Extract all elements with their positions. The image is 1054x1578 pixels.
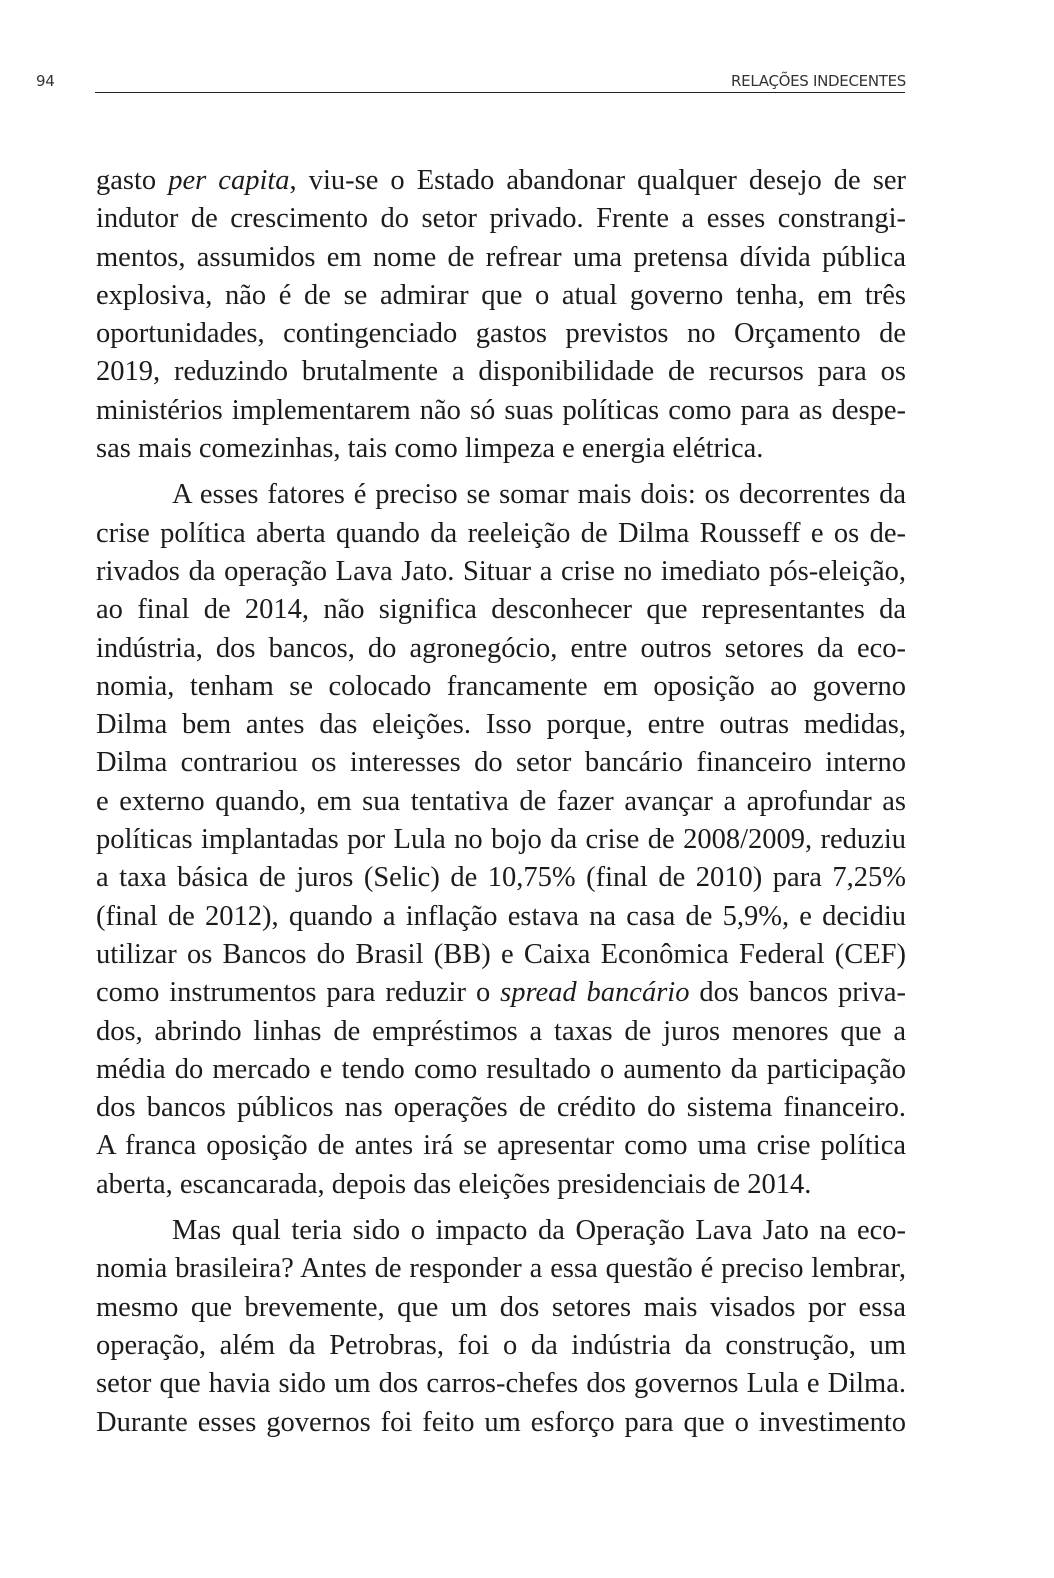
text-line (96, 476, 906, 514)
body-text (96, 162, 906, 1442)
text-line (96, 277, 906, 315)
text-segment: indústria, dos bancos, do agronegócio, entre outros setores da eco- (96, 632, 906, 664)
text-segment: A franca oposição de antes irá se apresentar como uma crise política (96, 1130, 906, 1162)
text-segment: ministérios implementarem não só suas políticas como para as despe- (96, 394, 906, 426)
text-line (96, 630, 906, 668)
paragraph (96, 1212, 906, 1442)
text-segment: A esses fatores é preciso se somar mais dois: os decorrentes da (172, 479, 906, 511)
text-line (96, 553, 906, 591)
text-segment: a taxa básica de juros (Selic) de 10,75% (final de 2010) para 7,25% (96, 862, 906, 894)
text-segment: como instrumentos para reduzir o (96, 977, 501, 1009)
text-line (96, 591, 906, 629)
text-line (96, 1250, 906, 1288)
text-line (96, 898, 906, 936)
text-segment: crise política aberta quando da reeleição de Dilma Rousseff e os de- (96, 517, 906, 549)
text-line (96, 974, 906, 1012)
text-line (96, 668, 906, 706)
text-segment: e externo quando, em sua tentativa de fazer avançar a aprofundar as (96, 785, 906, 817)
text-segment: políticas implantadas por Lula no bojo da crise de 2008/2009, reduziu (96, 824, 906, 856)
text-segment: sas mais comezinhas, tais como limpeza e energia elétrica. (96, 433, 764, 465)
paragraph-gap (96, 1204, 906, 1212)
paragraph (96, 476, 906, 1204)
text-segment: , viu-se o Estado abandonar qualquer desejo de ser (289, 165, 906, 196)
text-line (96, 1127, 906, 1165)
text-segment: mesmo que brevemente, que um dos setores mais visados por essa (96, 1291, 906, 1323)
text-segment: Dilma bem antes das eleições. Isso porque, entre outras medidas, (96, 709, 906, 741)
running-head (0, 68, 1054, 98)
text-line (96, 392, 906, 430)
page-number: 94 (36, 72, 55, 90)
text-segment: nomia, tenham se colocado francamente em oposição ao governo (96, 670, 906, 702)
text-segment: mentos, assumidos em nome de refrear uma pretensa dívida pública (96, 241, 906, 273)
text-segment: aberta, escancarada, depois das eleições presidenciais de 2014. (96, 1168, 812, 1200)
paragraph-gap (96, 468, 906, 476)
text-line (96, 239, 906, 277)
text-segment: ao final de 2014, não significa desconhecer que representantes da (96, 594, 906, 626)
text-segment: Durante esses governos foi feito um esforço para que o investimento (96, 1406, 906, 1438)
text-line (96, 353, 906, 391)
text-line (96, 515, 906, 553)
paragraph (96, 162, 906, 468)
text-segment: operação, além da Petrobras, foi o da indústria da construção, um (96, 1329, 906, 1361)
text-segment: Dilma contrariou os interesses do setor bancário financeiro interno (96, 747, 906, 779)
text-line (96, 1013, 906, 1051)
text-segment: utilizar os Bancos do Brasil (BB) e Caixa Econômica Federal (CEF) (96, 938, 906, 970)
text-segment: explosiva, não é de se admirar que o atual governo tenha, em três (96, 279, 906, 311)
text-line (96, 1289, 906, 1327)
text-segment: indutor de crescimento do setor privado. Frente a esses constrangi- (96, 203, 906, 235)
text-segment: dos, abrindo linhas de empréstimos a taxas de juros menores que a (96, 1015, 906, 1047)
text-segment: oportunidades, contingenciado gastos previstos no Orçamento de (96, 318, 906, 350)
text-line (96, 936, 906, 974)
text-line (96, 1051, 906, 1089)
text-segment: dos bancos priva- (689, 977, 907, 1009)
text-segment: gasto (96, 165, 169, 196)
text-line (96, 315, 906, 353)
text-line (96, 783, 906, 821)
italic-term: per capita (168, 165, 290, 196)
text-segment: (final de 2012), quando a inflação estava na casa de 5,9%, e decidiu (96, 900, 906, 932)
text-line (96, 1166, 906, 1204)
text-segment: nomia brasileira? Antes de responder a essa questão é preciso lembrar, (96, 1253, 906, 1285)
text-segment: rivados da operação Lava Jato. Situar a crise no imediato pós-eleição, (96, 555, 906, 587)
text-line (96, 430, 906, 468)
text-line (96, 162, 906, 200)
text-line (96, 200, 906, 238)
text-line (96, 1089, 906, 1127)
text-line (96, 1365, 906, 1403)
header-rule (95, 92, 905, 93)
text-line (96, 744, 906, 782)
running-head-title: RELAÇÕES INDECENTES (731, 72, 906, 90)
text-segment: Mas qual teria sido o impacto da Operação Lava Jato na eco- (172, 1215, 906, 1247)
text-line (96, 821, 906, 859)
text-line (96, 859, 906, 897)
italic-term: spread bancário (500, 977, 690, 1009)
text-line (96, 706, 906, 744)
text-segment: dos bancos públicos nas operações de crédito do sistema financeiro. (96, 1092, 906, 1124)
text-segment: setor que havia sido um dos carros-chefes dos governos Lula e Dilma. (96, 1368, 906, 1400)
text-segment: média do mercado e tendo como resultado o aumento da participação (96, 1053, 906, 1085)
text-line (96, 1404, 906, 1442)
text-line (96, 1327, 906, 1365)
text-line (96, 1212, 906, 1250)
text-segment: 2019, reduzindo brutalmente a disponibilidade de recursos para os (96, 356, 906, 388)
